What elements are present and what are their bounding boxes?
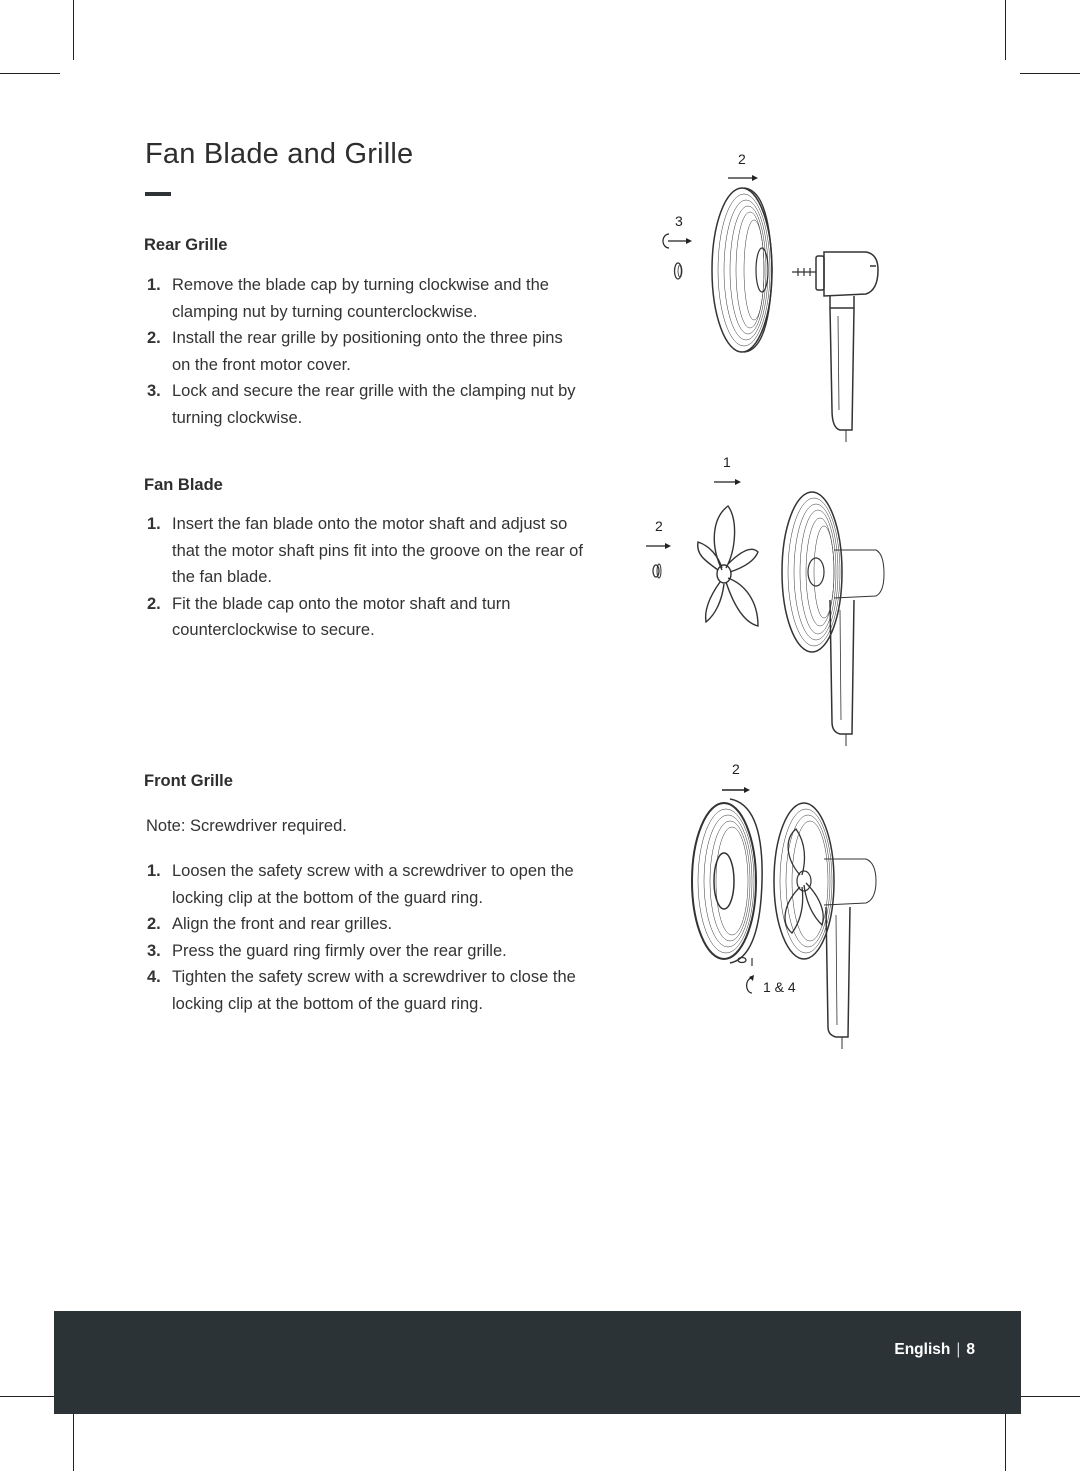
step-number: 2.	[147, 915, 161, 933]
footer-label	[894, 1341, 975, 1359]
step-number: 1.	[147, 515, 161, 533]
crop-mark	[0, 73, 60, 74]
front-grille-steps	[145, 858, 585, 1017]
step-number: 2.	[147, 329, 161, 347]
screw-step-label: 1 & 4	[763, 979, 796, 995]
step-2-label: 2	[655, 518, 663, 534]
list-item	[145, 911, 585, 938]
step-text: Lock and secure the rear grille with the clamping nut by turning clockwise.	[172, 382, 576, 427]
step-number: 1.	[147, 276, 161, 294]
title-underline	[145, 192, 171, 196]
step-number: 4.	[147, 968, 161, 986]
step-number: 3.	[147, 382, 161, 400]
fan-blade-steps	[145, 511, 585, 644]
step-1-label: 1	[723, 454, 731, 470]
rear-grille-steps	[145, 272, 585, 431]
step-text: Fit the blade cap onto the motor shaft and turn counterclockwise to secure.	[172, 594, 511, 639]
step-text: Align the front and rear grilles.	[172, 915, 393, 933]
crop-mark	[0, 1396, 60, 1397]
list-item	[145, 858, 585, 911]
list-item	[145, 325, 585, 378]
rear-grille-heading: Rear Grille	[144, 236, 228, 254]
crop-mark	[73, 1411, 74, 1471]
list-item	[145, 938, 585, 965]
crop-mark	[1020, 1396, 1080, 1397]
list-item	[145, 591, 585, 644]
front-grille-illustration	[680, 755, 900, 1055]
rear-grille-illustration	[640, 140, 900, 450]
list-item	[145, 511, 585, 591]
step-text: Remove the blade cap by turning clockwise and the clamping nut by turning counterclockwise.	[172, 276, 549, 321]
page-footer	[54, 1311, 1021, 1414]
list-item	[145, 964, 585, 1017]
step-text: Install the rear grille by positioning onto the three pins on the front motor cover.	[172, 329, 563, 374]
step-text: Tighten the safety screw with a screwdriver to close the locking clip at the bottom of the guard ring.	[172, 968, 576, 1013]
fan-blade-illustration	[640, 450, 900, 750]
crop-mark	[1005, 1411, 1006, 1471]
fan-blade-heading: Fan Blade	[144, 476, 223, 494]
step-3-label: 3	[675, 213, 683, 229]
step-text: Press the guard ring firmly over the rear grille.	[172, 941, 507, 960]
page-number: 8	[966, 1341, 975, 1358]
step-number: 1.	[147, 862, 161, 880]
page-title: Fan Blade and Grille	[145, 138, 414, 170]
crop-mark	[73, 0, 74, 60]
list-item	[145, 378, 585, 431]
step-text: Loosen the safety screw with a screwdriver to open the locking clip at the bottom of the guard ring.	[172, 862, 574, 907]
step-text: Insert the fan blade onto the motor shaft and adjust so that the motor shaft pins fit into the groove on the rear of the fan blade.	[172, 515, 583, 586]
step-number: 2.	[147, 594, 161, 613]
step-2-label: 2	[738, 151, 746, 167]
footer-language: English	[894, 1341, 951, 1358]
crop-mark	[1005, 0, 1006, 60]
step-number: 3.	[147, 941, 161, 960]
front-grille-heading: Front Grille	[144, 772, 233, 790]
step-2-label: 2	[732, 761, 740, 777]
crop-mark	[1020, 73, 1080, 74]
screwdriver-note: Note: Screwdriver required.	[146, 817, 347, 835]
footer-separator: |	[956, 1341, 961, 1358]
list-item	[145, 272, 585, 325]
